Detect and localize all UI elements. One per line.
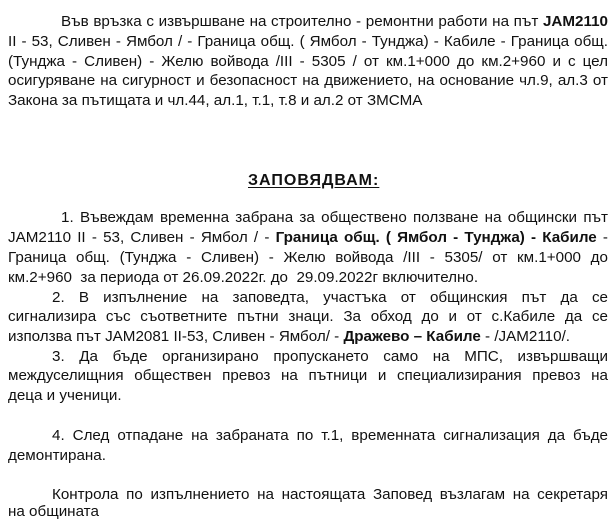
order-heading: ЗАПОВЯДВАМ: — [248, 172, 380, 189]
item3-line-1: 3. Да бъде организирано пропускането само на МПС, извършващи — [52, 348, 608, 365]
item1-line-1: 1. Въвеждам временна забрана за обществено ползване на общински път — [61, 209, 608, 226]
control-line-1: Контрола по изпълнението на настоящата Заповед възлагам на секретаря — [52, 486, 608, 503]
item4-line-2: демонтирана. — [8, 447, 106, 464]
item1-line-4: км.2+960 за периода от 26.09.2022г. до 29.09.2022г включително. — [8, 269, 479, 286]
item2-bold-route: Дражево – Кабиле — [343, 328, 481, 345]
intro-line-1: Във връзка с извършване на строително - ремонтни работи на път JAM2110 — [61, 13, 608, 30]
intro-line-2: II - 53, Сливен - Ямбол / - Граница общ. ( Ямбол - Тунджа) - Кабиле - Граница общ. — [8, 33, 608, 50]
road-code: JAM2110 — [542, 13, 608, 30]
item4-line-1: 4. След отпадане на забраната по т.1, временната сигнализация да бъде — [52, 427, 608, 444]
item1-bold-route: Граница общ. ( Ямбол - Тунджа) - Кабиле — [275, 229, 597, 246]
intro-line-3: (Тунджа - Сливен) - Желю войвода /III - 5305 / от км.1+000 до км.2+960 и с цел — [8, 53, 608, 70]
item2-line-3: използва път JAM2081 II-53, Сливен - Ямбол/ - Дражево – Кабиле - /JAM2110/. — [8, 328, 571, 345]
control-line-2: на общината — [8, 503, 99, 520]
item2-line-2: сигнализира със съответните пътни знаци. За обход до и от с.Кабиле да се — [8, 308, 608, 325]
item3-line-2: междуселищния обществен превоз на пътници и специализирания превоз на — [8, 367, 608, 384]
item1-line-3: Граница общ. (Тунджа - Сливен) - Желю войвода /III - 5305/ от км.1+000 до — [8, 249, 608, 266]
intro-line-5: Закона за пътищата и чл.44, ал.1, т.1, т.8 и ал.2 от ЗМСМА — [8, 92, 423, 109]
item3-line-3: деца и ученици. — [8, 387, 122, 404]
item2-line-1: 2. В изпълнение на заповедта, участъка от общинския път да се — [52, 289, 608, 306]
intro-line-4: осигуряване на сигурност и безопасност на движението, на основание чл.9, ал.3 от — [8, 72, 608, 89]
item1-line-2: JAM2110 II - 53, Сливен - Ямбол / - Граница общ. ( Ямбол - Тунджа) - Кабиле - — [8, 229, 608, 246]
